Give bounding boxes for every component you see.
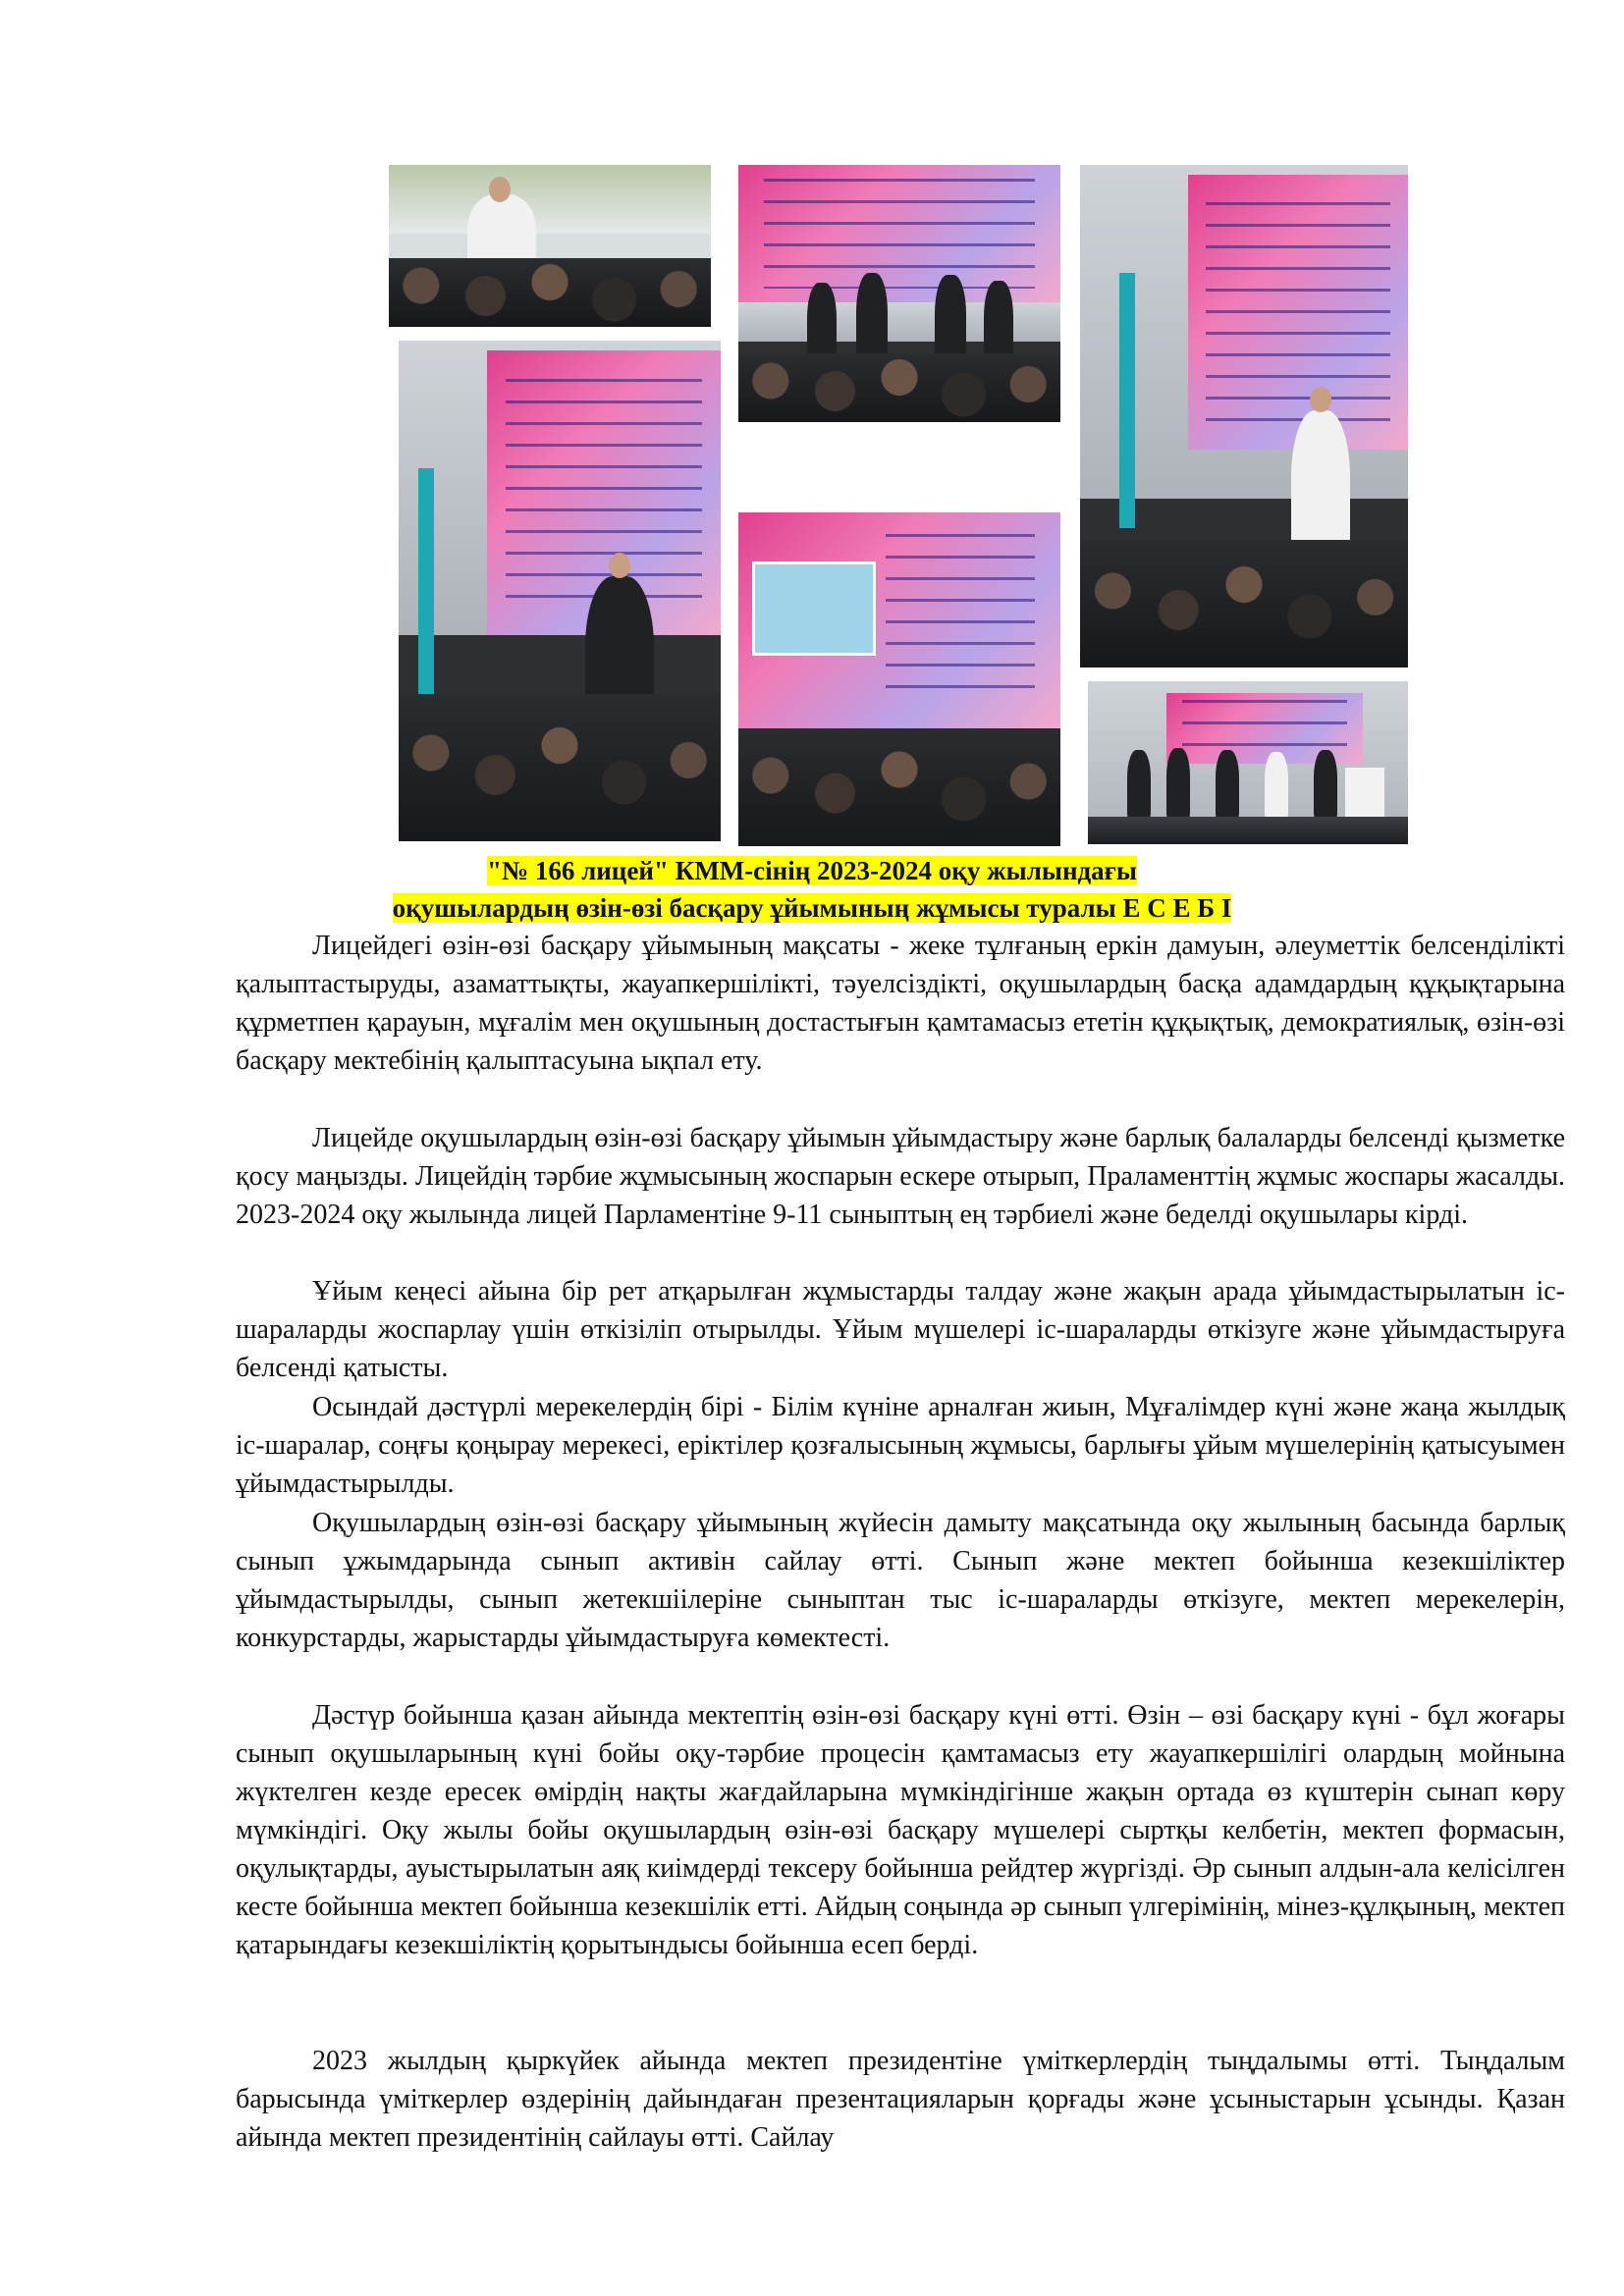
paragraph-goal: Лицейдегі өзін-өзі басқару ұйымының мақсаты - жеке тұлғаның еркін дамуын, әлеуметтік белсенділікті қалыптастыруды, азаматтықты, жауапкершілікті, тәуелсіздікті, оқушылардың басқа адамдардың құқықтарына құрметпен қарауын, мұғалім мен оқушының достастығын қамтамасыз ететін құқықтық, демократиялық, өзін-өзі басқару мектебінің қалыптасуына ықпал ету. bbox=[236, 931, 1565, 1076]
photo-student-speaking-by-slide bbox=[399, 341, 721, 841]
paragraph-organization: Лицейде оқушылардың өзін-өзі басқару ұйымын ұйымдастыру және барлық балаларды белсенді қызметке қосу маңызды. Лицейдің тәрбие жұмысының жоспарын ескере отырып, Праламенттің жұмыс жоспары жасалды. 2023-2024 оқу жылында лицей Парламентіне 9-11 сыныптың ең тәрбиелі және беделді оқушылары кірді. bbox=[236, 1123, 1565, 1230]
paragraph-council: Ұйым кеңесі айына бір рет атқарылған жұмыстарды талдау және жақын арада ұйымдастырылатын іс-шараларды жоспарлау үшін өткізіліп отырылды. Ұйым мүшелері іс-шараларды өткізуге және ұйымдастыруға белсенді қатысты. bbox=[236, 1276, 1565, 1383]
paragraph-class-activists: Оқушылардың өзін-өзі басқару ұйымының жүйесін дамыту мақсатында оқу жылының басында барлық сынып ұжымдарында сынып активін сайлау өтті. Сынып және мектеп бойынша кезекшіліктер ұйымдастырылды, сынып жетекшіілеріне сыныптан тыс іс-шараларды өткізуге, мектеп мерекелерін, конкурстарды, жарыстарды ұйымдастыруға көмектесті. bbox=[236, 1508, 1565, 1653]
paragraph-traditions: Осындай дәстүрлі мерекелердің бірі - Білім күніне арналған жиын, Мұғалімдер күні және жаңа жылдық іс-шаралар, соңғы қоңырау мерекесі, еріктілер қозғалысының жұмысы, барлығы ұйым мүшелерінің қатысуымен ұйымдастырылды. bbox=[236, 1392, 1565, 1499]
report-title-line-2: оқушылардың өзін-өзі басқару ұйымының жұмысы туралы Е С Е Б І bbox=[392, 893, 1232, 923]
photo-student-at-flag-with-microphone bbox=[1080, 165, 1408, 667]
photo-stage-performers-with-dombra bbox=[738, 165, 1060, 422]
report-title-line-1: "№ 166 лицей" КММ-сінің 2023-2024 оқу жылындағы bbox=[486, 856, 1138, 885]
paragraph-president-election: 2023 жылдың қыркүйек айында мектеп президентіне үміткерлердің тыңдалымы өтті. Тыңдалым барысында үміткерлер өздерінің дайындаған презентацияларын қорғады және ұсыныстарын ұсынды. Қазан айында мектеп президентінің сайлауы өтті. Сайлау bbox=[236, 2046, 1565, 2153]
photo-stage-group-of-performers bbox=[1088, 681, 1408, 844]
photo-presentation-slide-aitys bbox=[738, 512, 1060, 846]
photo-student-speaking-in-audience bbox=[389, 165, 711, 327]
paragraph-self-government-day: Дәстүр бойынша қазан айында мектептің өзін-өзі басқару күні өтті. Өзін – өзі басқару күні - бұл жоғары сынып оқушыларының күні бойы оқу-тәрбие процесін қамтамасыз ету жауапкершілігі олардың мойнына жүктелген кезде ересек өмірдің нақты жағдайларына мүмкіндігінше жақын ортада өз күштерін сынап көру мүмкіндігі. Оқу жылы бойы оқушылардың өзін-өзі басқару мүшелері сыртқы келбетін, мектеп формасын, оқулықтарды, ауыстырылатын аяқ киімдерді тексеру бойынша рейдтер жүргізді. Әр сынып алдын-ала келісілген кесте бойынша мектеп бойынша кезекшілік етті. Айдың соңында әр сынып үлгерімінің, мінез-құлқының, мектеп қатарындағы кезекшіліктің қорытындысы бойынша есеп берді. bbox=[236, 1700, 1565, 1960]
